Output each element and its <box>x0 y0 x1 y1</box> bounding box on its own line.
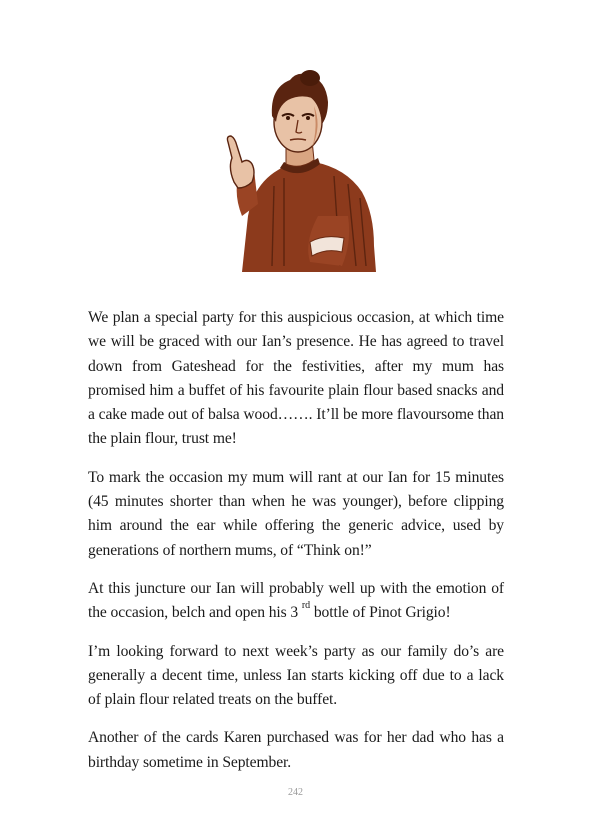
woman-pointing-illustration <box>214 66 378 272</box>
paragraph-3 <box>88 577 504 626</box>
paragraph-4: I’m looking forward to next week’s party as our family do’s are generally a decent time, unless Ian starts kicking off due to a lack of plain flour related treats on the buffet. <box>88 642 504 709</box>
paragraph-1: We plan a special party for this auspicious occasion, at which time we will be graced with our Ian’s presence. He has agreed to travel down from Gateshead for the festivities, after my mum has promised him a buffet of his favourite plain flour based snacks and a cake made out of balsa wood……. It’ll be more flavoursome than the plain flour, trust me! <box>88 309 504 448</box>
body-text <box>88 306 504 789</box>
paragraph-3-text-end: bottle of Pinot Grigio! <box>310 604 451 622</box>
page-number: 242 <box>288 787 303 798</box>
paragraph-3-text-start: At this juncture our Ian will probably well up with the emotion of the occasion, belch and open his 3 <box>88 579 504 622</box>
paragraph-5: Another of the cards Karen purchased was for her dad who has a birthday sometime in September. <box>88 729 504 771</box>
paragraph-2: To mark the occasion my mum will rant at our Ian for 15 minutes (45 minutes shorter than when he was younger), before clipping him around the ear while offering the generic advice, used by generations of northern mums, of “Think on!” <box>88 468 504 559</box>
engraving-image <box>214 66 378 272</box>
pointing-hand <box>227 136 254 188</box>
ordinal-suffix: rd <box>301 600 311 612</box>
